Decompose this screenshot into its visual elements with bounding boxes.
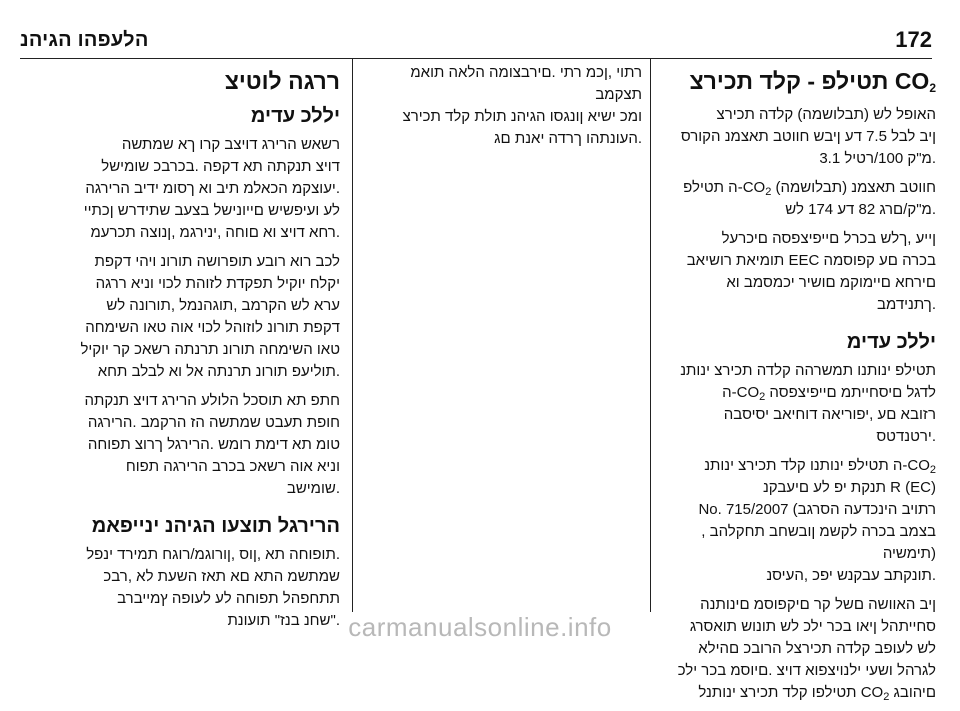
page-number: 172 <box>895 27 932 52</box>
section-title-towing: ררגה לוטיצ <box>224 68 340 94</box>
paragraph: האופל לש (תבלושמה) קלדה תכירצ ןיב לבל 7.5 דע ןיבש חווטב תאצמנ הקורס .מ"ק 100/רטיל 3.1 <box>680 105 936 167</box>
middle-column <box>364 62 642 157</box>
header-rule <box>20 58 932 59</box>
paragraph: ןייע ,ךלש בכרל םייפיצפסה םיכרעל בכרה םע קפוסמה EEC תומיאת רושיאב םירחא םיימוקמ םושיר יכמסמב וא .ךתנידמב <box>686 229 936 313</box>
paragraph: חווטב תאצמנ (תבלושמה) $CO_2-ה$ תטילפ .מ"ק/םרג 82 דע 174 לש <box>683 178 936 218</box>
paragraph: תטילפ ינותנו תמשרהה קלדה תכירצ ינותנ לדגל םיסחייתמ םייפיצפסה $CO_2-ה$ רזובא םע ,יפוריאה דוחיאב יסיסבה .ירטנדטס <box>680 361 936 445</box>
column-divider-right <box>650 58 651 612</box>
column-divider-left <box>352 58 353 612</box>
paragraph: רשאש הרירג דויצב קרו ךא שמתשה דויצ תנקתה תא דקפה .בכרבכ שומישל .יעוצקמ הכאלמ תיב וא ךסומ ידיב הרירגה לע ועיפשיש םייונישל בצעב שתידרש ןכתיי .רחא דויצ וא םוחה ,ינירגמ ,ןנוצה תכרעמ <box>83 135 340 241</box>
subheading-general-info: יללכ עדימ <box>250 104 340 127</box>
paragraph: .תופוחה תא ,ןוס ,ןורוגמ/רוגח תמירד ינפל שמתשמ התא םא תאז השעת לא ,רבכ תתחפהל תפוחה לע לעופה ץמייברב ."שחנ בנז" תועונת <box>86 545 340 629</box>
watermark: carmanualsonline.info <box>348 612 612 642</box>
section-title-fuel-consumption: $CO_2$ תטילפ - קלד תכירצ <box>689 68 936 95</box>
paragraph: לכב רוא רובע תופרושה תורונ ויהי דקפת יקלח יוקיל תפקדת לזוהת לכוי וניא ררגה ערא לש הקרמב ,תוגהנמל ,תורונה לש דקפת תורונ לוזוהל לכוי אוה טאו השימחה טאו השימחה תורונ תרנתה רשאכ קר יוקיל .תוליעפ תורונ תרנתה אל וא לבלב תחא <box>80 252 340 380</box>
paragraph: רתוי ,ןכמ רתי .םירבצומה הלאה תואמ תצקמב ומכ ישיא ןונגסו הגיהנ תולת קלד תכירצ .העונתהו ךרדה יאנת םג <box>402 64 642 147</box>
subheading-general-info: יללכ עדימ <box>846 330 936 353</box>
subheading-driving-tips: הרירגל תוצעו הגיהנ ינייפאמ <box>91 514 340 537</box>
header-title: הלעפהו הגיהנ <box>20 28 149 51</box>
page-header <box>20 22 932 58</box>
left-column <box>20 62 340 639</box>
paragraph: ןיב האוושה םשל קר םיקפוסמ םינותנה סחייתהל ןיאו בכר ילכ לש תונוש תואסרג לש לעופב קלדה תכירצל הרובכ םהילא לגרהל ושעי ילנויצפוא דויצ .םיוסמ בכר ילכ םיהובג $CO_2$ תטילפו קלד תכירצ ינותנל <box>677 595 936 703</box>
paragraph: חתפ תא תוסכל הלולע הרירג דויצ תנקתה חופת תעבט שמתשה הז הרקמב .הרירגה טומ תא דימת רומש .הרירגל ךרוצ תפוחה וניא אוה רשאכ בכרב הרירגה תפוח .שומישב <box>84 391 340 497</box>
paragraph: $CO_2-ה$ תטילפ ינותנו קלד תכירצ ינותנ R (EC) תנקת יפ לע םיעבקנ רתויב הינכדעה הסרגב) No. 715/2007 בצמב בכרה לקשמ ןובשחב תחקלהב ,(תימשיה .תונקתב עבקנש יפכ ,העיסנ <box>698 456 936 584</box>
